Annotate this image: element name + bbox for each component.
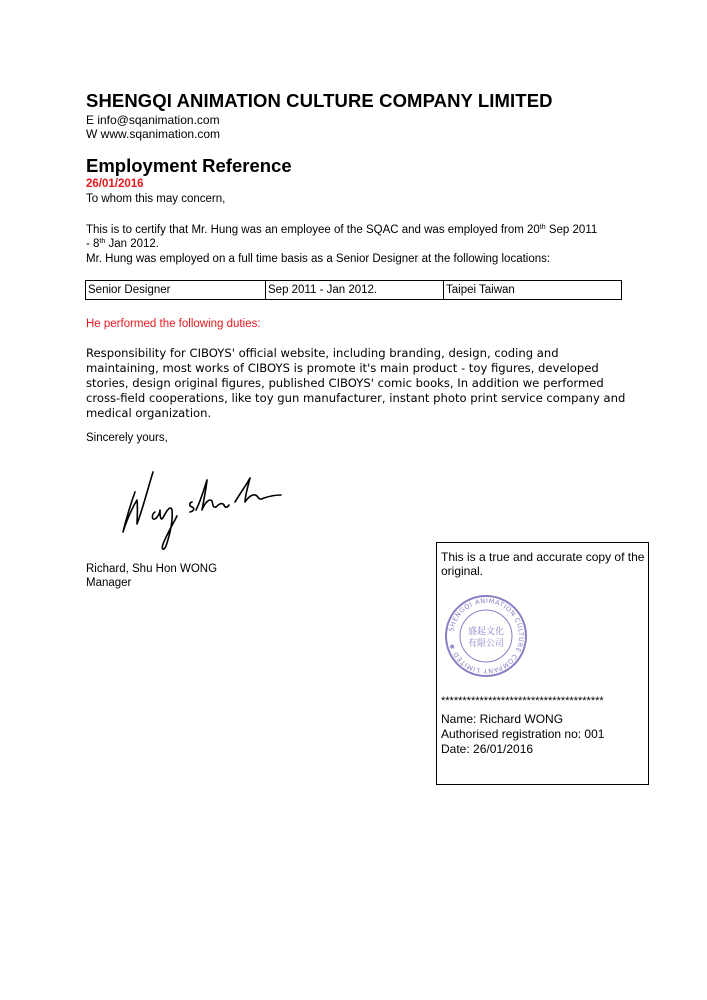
cert-sup-1: th bbox=[539, 224, 546, 231]
role-period: Sep 2011 - Jan 2012. bbox=[266, 281, 444, 300]
cert-text-3: - 8 bbox=[86, 238, 100, 250]
role-position: Senior Designer bbox=[86, 281, 266, 300]
cert-text-1: This is to certify that Mr. Hung was an employee of the SQAC and was employed from 20 bbox=[86, 224, 540, 236]
cert-name-line: Name: Richard WONG bbox=[441, 712, 564, 726]
company-name: SHENGQI ANIMATION CULTURE COMPANY LIMITED bbox=[86, 90, 553, 111]
cert-sup-2: th bbox=[99, 238, 106, 245]
table-row bbox=[86, 281, 622, 300]
company-website: W www.sqanimation.com bbox=[86, 127, 221, 141]
salutation: To whom this may concern, bbox=[86, 193, 226, 205]
letter-date: 26/01/2016 bbox=[86, 178, 144, 190]
certification-statement: This is a true and accurate copy of the original. bbox=[441, 550, 645, 578]
signoff: Sincerely yours, bbox=[86, 432, 168, 444]
duties-text: Responsibility for CIBOYS' official website, including branding, design, coding and maintaining, most works of CIBOYS is promote it's main product - toy figures, developed stories, design original figures, published CIBOYS' comic books, In addition we performed cross-field cooperations, like toy gun manufacturer, instant photo print service company and medical organization. bbox=[86, 346, 626, 420]
cert-date-line: Date: 26/01/2016 bbox=[441, 742, 534, 756]
company-seal-stamp bbox=[444, 594, 528, 678]
signature-image bbox=[115, 468, 290, 553]
certification-paragraph bbox=[86, 223, 631, 251]
signer-title: Manager bbox=[86, 577, 132, 589]
cert-text-2: Sep 2011 bbox=[545, 224, 598, 236]
svg-text:有限公司: 有限公司 bbox=[467, 639, 505, 649]
company-email: E info@sqanimation.com bbox=[86, 113, 220, 127]
svg-text:盛起文化: 盛起文化 bbox=[467, 627, 505, 637]
duties-heading: He performed the following duties: bbox=[86, 318, 261, 330]
separator-stars: ************************************** bbox=[441, 695, 604, 707]
roles-table bbox=[85, 280, 622, 300]
employment-basis: Mr. Hung was employed on a full time basis as a Senior Designer at the following locations: bbox=[86, 253, 551, 265]
cert-text-4: Jan 2012. bbox=[105, 238, 159, 250]
cert-registration-line: Authorised registration no: 001 bbox=[441, 727, 605, 741]
svg-text:SHENGQI ANIMATION CULTURE COMP: SHENGQI ANIMATION CULTURE COMPANY LIMITED ✱ bbox=[447, 596, 526, 676]
signer-name: Richard, Shu Hon WONG bbox=[86, 563, 218, 575]
role-location: Taipei Taiwan bbox=[444, 281, 622, 300]
letter-title: Employment Reference bbox=[86, 155, 292, 176]
